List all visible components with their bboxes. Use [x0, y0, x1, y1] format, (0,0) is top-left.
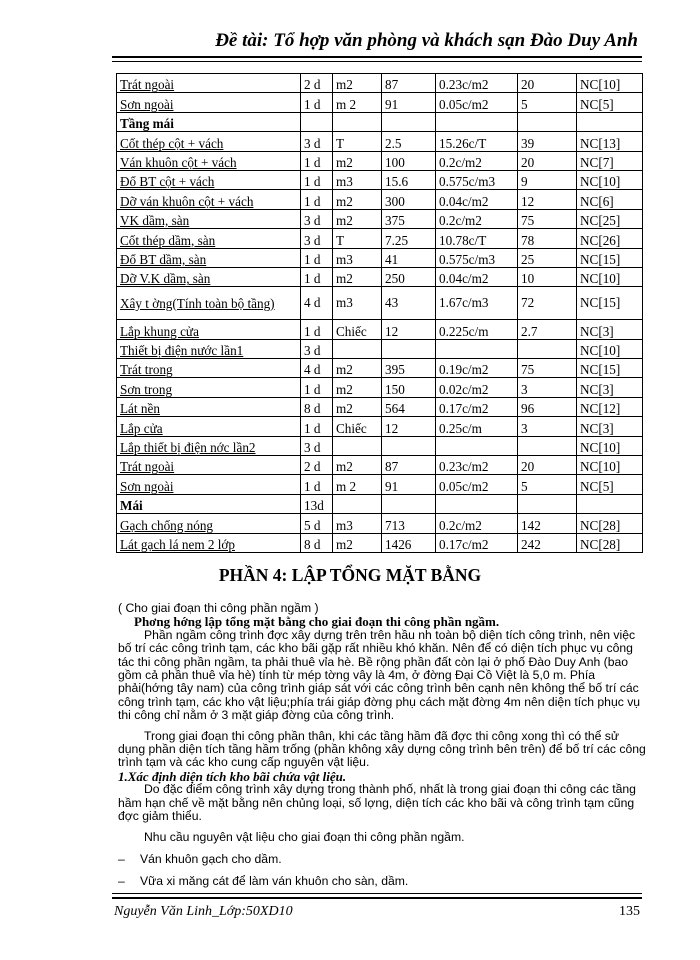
code-cell: NC[3] — [577, 320, 643, 339]
quantity-cell: 91 — [382, 93, 436, 112]
duration-cell: 3 d — [301, 132, 333, 151]
code-cell: NC[28] — [577, 514, 643, 533]
norm-cell — [436, 339, 518, 358]
duration-cell: 1 d — [301, 248, 333, 267]
quantity-cell — [382, 494, 436, 513]
workers-cell: 78 — [518, 229, 577, 248]
table-row — [117, 170, 643, 189]
task-name-cell: Sơn ngoài — [117, 93, 301, 112]
task-name-cell: Lát gạch lá nem 2 lớp — [117, 533, 301, 552]
workers-cell — [518, 436, 577, 455]
workers-cell: 72 — [518, 287, 577, 320]
table-row — [117, 112, 643, 131]
task-name-cell: Cốt thép cột + vách — [117, 132, 301, 151]
table-row — [117, 359, 643, 378]
code-cell: NC[28] — [577, 533, 643, 552]
code-cell: NC[12] — [577, 397, 643, 416]
duration-cell: 5 d — [301, 514, 333, 533]
workers-cell: 75 — [518, 359, 577, 378]
quantity-cell: 7.25 — [382, 229, 436, 248]
norm-cell: 0.23c/m2 — [436, 74, 518, 93]
code-cell: NC[7] — [577, 151, 643, 170]
code-cell: NC[15] — [577, 287, 643, 320]
quantity-cell: 395 — [382, 359, 436, 378]
duration-cell: 1 d — [301, 190, 333, 209]
bullet-text-1: Ván khuôn gạch cho dầm. — [140, 851, 282, 866]
task-name-cell: Lát nền — [117, 397, 301, 416]
table-row — [117, 494, 643, 513]
norm-cell: 0.575c/m3 — [436, 248, 518, 267]
table-row — [117, 132, 643, 151]
workers-cell: 5 — [518, 93, 577, 112]
header-rule-thin — [112, 61, 642, 62]
section-heading-1: 1.Xác định diện tích kho bãi chứa vật liệu. — [118, 768, 347, 784]
quantity-cell: 12 — [382, 417, 436, 436]
unit-cell: m2 — [333, 397, 382, 416]
table-row — [117, 248, 643, 267]
table-row — [117, 93, 643, 112]
norm-cell — [436, 494, 518, 513]
table-row — [117, 533, 643, 552]
quantity-cell — [382, 436, 436, 455]
task-name-cell: Mái — [117, 494, 301, 513]
duration-cell: 1 d — [301, 151, 333, 170]
duration-cell: 3 d — [301, 209, 333, 228]
workers-cell: 3 — [518, 378, 577, 397]
unit-cell: m2 — [333, 190, 382, 209]
unit-cell — [333, 436, 382, 455]
duration-cell: 1 d — [301, 170, 333, 189]
norm-cell: 0.25c/m — [436, 417, 518, 436]
unit-cell: m2 — [333, 151, 382, 170]
norm-cell: 1.67c/m3 — [436, 287, 518, 320]
quantity-cell: 250 — [382, 267, 436, 286]
code-cell: NC[10] — [577, 170, 643, 189]
task-name-cell: Lắp thiết bị điện nớc lần2 — [117, 436, 301, 455]
quantity-cell: 100 — [382, 151, 436, 170]
workers-cell: 12 — [518, 190, 577, 209]
norm-cell: 0.05c/m2 — [436, 93, 518, 112]
norm-cell: 0.02c/m2 — [436, 378, 518, 397]
code-cell: NC[15] — [577, 248, 643, 267]
norm-cell: 0.04c/m2 — [436, 267, 518, 286]
unit-cell: m2 — [333, 533, 382, 552]
quantity-cell: 15.6 — [382, 170, 436, 189]
duration-cell: 2 d — [301, 74, 333, 93]
workers-cell: 3 — [518, 417, 577, 436]
unit-cell — [333, 494, 382, 513]
duration-cell: 3 d — [301, 436, 333, 455]
unit-cell — [333, 339, 382, 358]
quantity-cell: 564 — [382, 397, 436, 416]
duration-cell — [301, 112, 333, 131]
quantity-cell: 12 — [382, 320, 436, 339]
bullet-item-2 — [118, 875, 646, 888]
task-name-cell: Trát trong — [117, 359, 301, 378]
code-cell: NC[5] — [577, 93, 643, 112]
task-name-cell: VK dầm, sàn — [117, 209, 301, 228]
part-title: PHẦN 4: LẬP TỔNG MẶT BẰNG — [218, 565, 482, 585]
task-name-cell: Đổ BT dầm, sàn — [117, 248, 301, 267]
duration-cell: 1 d — [301, 267, 333, 286]
workers-cell — [518, 339, 577, 358]
code-cell: NC[10] — [577, 436, 643, 455]
table-row — [117, 229, 643, 248]
norm-cell — [436, 436, 518, 455]
norm-cell: 0.17c/m2 — [436, 533, 518, 552]
code-cell: NC[3] — [577, 417, 643, 436]
duration-cell: 1 d — [301, 93, 333, 112]
footer-rule-thin — [112, 893, 642, 894]
norm-cell: 15.26c/T — [436, 132, 518, 151]
code-cell: NC[10] — [577, 339, 643, 358]
unit-cell: T — [333, 229, 382, 248]
task-name-cell: Trát ngoài — [117, 456, 301, 475]
table-row — [117, 417, 643, 436]
norm-cell: 0.04c/m2 — [436, 190, 518, 209]
unit-cell: m2 — [333, 378, 382, 397]
header-rule-thick — [112, 56, 642, 58]
unit-cell: m2 — [333, 267, 382, 286]
quantity-cell: 150 — [382, 378, 436, 397]
workers-cell: 10 — [518, 267, 577, 286]
table-row — [117, 339, 643, 358]
unit-cell: m3 — [333, 170, 382, 189]
work-schedule-table — [116, 73, 643, 553]
table-row — [117, 320, 643, 339]
unit-cell: m3 — [333, 248, 382, 267]
unit-cell: m2 — [333, 359, 382, 378]
table-row — [117, 267, 643, 286]
quantity-cell: 300 — [382, 190, 436, 209]
workers-cell: 96 — [518, 397, 577, 416]
quantity-cell — [382, 112, 436, 131]
task-name-cell: Ván khuôn cột + vách — [117, 151, 301, 170]
duration-cell: 3 d — [301, 229, 333, 248]
norm-cell — [436, 112, 518, 131]
table-row — [117, 436, 643, 455]
duration-cell: 1 d — [301, 320, 333, 339]
duration-cell: 1 d — [301, 378, 333, 397]
stage-note: ( Cho giai đoạn thi công phần ngầm ) — [118, 601, 319, 615]
dash-bullet-icon: – — [118, 851, 125, 866]
unit-cell: m2 — [333, 74, 382, 93]
duration-cell: 1 d — [301, 475, 333, 494]
code-cell: NC[10] — [577, 74, 643, 93]
workers-cell: 242 — [518, 533, 577, 552]
table-row — [117, 397, 643, 416]
workers-cell: 20 — [518, 456, 577, 475]
norm-cell: 0.05c/m2 — [436, 475, 518, 494]
footer-rule-thick — [112, 897, 642, 899]
quantity-cell: 1426 — [382, 533, 436, 552]
duration-cell: 4 d — [301, 287, 333, 320]
quantity-cell: 87 — [382, 456, 436, 475]
workers-cell: 25 — [518, 248, 577, 267]
task-name-cell: Trát ngoài — [117, 74, 301, 93]
bullet-item-1 — [118, 853, 646, 866]
norm-cell: 0.2c/m2 — [436, 514, 518, 533]
code-cell: NC[15] — [577, 359, 643, 378]
workers-cell: 142 — [518, 514, 577, 533]
table-row — [117, 514, 643, 533]
dash-bullet-icon: – — [118, 874, 125, 889]
quantity-cell: 375 — [382, 209, 436, 228]
norm-cell: 0.17c/m2 — [436, 397, 518, 416]
duration-cell: 1 d — [301, 417, 333, 436]
workers-cell — [518, 494, 577, 513]
quantity-cell — [382, 339, 436, 358]
norm-cell: 0.575c/m3 — [436, 170, 518, 189]
code-cell: NC[26] — [577, 229, 643, 248]
norm-cell: 0.19c/m2 — [436, 359, 518, 378]
code-cell: NC[10] — [577, 456, 643, 475]
workers-cell: 9 — [518, 170, 577, 189]
unit-cell: m2 — [333, 209, 382, 228]
workers-cell: 20 — [518, 151, 577, 170]
quantity-cell: 2.5 — [382, 132, 436, 151]
body-text — [118, 602, 646, 889]
site-plan-heading: Phơng hớng lập tổng mặt bằng cho giai đoạn thi công phần ngầm. — [134, 614, 500, 630]
code-cell: NC[3] — [577, 378, 643, 397]
paragraph-4: Nhu cầu nguyên vật liệu cho giai đoạn thi công phần ngầm. — [144, 829, 465, 844]
code-cell: NC[5] — [577, 475, 643, 494]
workers-cell: 39 — [518, 132, 577, 151]
duration-cell: 3 d — [301, 339, 333, 358]
code-cell: NC[6] — [577, 190, 643, 209]
bullet-text-2: Vữa xi măng cát để làm ván khuôn cho sàn, dầm. — [140, 874, 409, 889]
table-row — [117, 151, 643, 170]
norm-cell: 0.23c/m2 — [436, 456, 518, 475]
norm-cell: 0.2c/m2 — [436, 151, 518, 170]
task-name-cell: Thiết bị điện nước lần1 — [117, 339, 301, 358]
task-name-cell: Dỡ V.K dầm, sàn — [117, 267, 301, 286]
paragraph-1: Phần ngầm công trình đợc xây dựng trên trên hầu nh toàn bộ diện tích công trình, nên việc bố trí các công trình tạm, các kho bãi gặp rất nhiều khó khăn. Nên để có diện tích phục vụ công tác thi công phần ngầm, ta phải thuê vỉa hè. Bề rộng phần đất còn lại ở phố Đào Duy Anh (bao gồm cả phần thuê vỉa hè) tính từ mép tờng vây là 4m, ở đờng Đại Cồ Việt là 5,0 m. Phía phải(hớng tây nam) của công trình giáp sát với các công trình bên cạnh nên không thể bố trí các công trình tạm, các kho vật liệu;phía trái giáp đờng phụ cách mặt đờng 4m nên diện tích phục vụ thi công chỉ nằm ở 3 mặt giáp đờng của công trình. — [118, 627, 641, 723]
task-name-cell: Sơn ngoài — [117, 475, 301, 494]
table-row — [117, 287, 643, 320]
task-name-cell: Lắp khung cửa — [117, 320, 301, 339]
workers-cell: 20 — [518, 74, 577, 93]
norm-cell: 10.78c/T — [436, 229, 518, 248]
code-cell: NC[13] — [577, 132, 643, 151]
table-row — [117, 74, 643, 93]
quantity-cell: 43 — [382, 287, 436, 320]
task-name-cell: Dỡ ván khuôn cột + vách — [117, 190, 301, 209]
unit-cell: m 2 — [333, 93, 382, 112]
code-cell: NC[10] — [577, 267, 643, 286]
quantity-cell: 713 — [382, 514, 436, 533]
document-header-title: Đề tài: Tổ hợp văn phòng và khách sạn Đào Duy Anh — [215, 30, 638, 51]
workers-cell: 2.7 — [518, 320, 577, 339]
duration-cell: 8 d — [301, 533, 333, 552]
table-row — [117, 456, 643, 475]
page-number: 135 — [619, 904, 640, 919]
quantity-cell: 41 — [382, 248, 436, 267]
unit-cell: m3 — [333, 514, 382, 533]
table-row — [117, 209, 643, 228]
workers-cell — [518, 112, 577, 131]
unit-cell: Chiếc — [333, 417, 382, 436]
table-row — [117, 190, 643, 209]
code-cell — [577, 112, 643, 131]
task-name-cell: Xây t ờng(Tính toàn bộ tầng) — [117, 287, 301, 320]
table-row — [117, 378, 643, 397]
workers-cell: 75 — [518, 209, 577, 228]
duration-cell: 8 d — [301, 397, 333, 416]
norm-cell: 0.2c/m2 — [436, 209, 518, 228]
quantity-cell: 91 — [382, 475, 436, 494]
norm-cell: 0.225c/m — [436, 320, 518, 339]
unit-cell — [333, 112, 382, 131]
paragraph-2: Trong giai đoạn thi công phần thân, khi các tầng hầm đã đợc thi công xong thì có thể sử dụng phần diện tích tầng hầm trống (phần không xây dựng công trình bên trên) để bố trí các công trình tạm và các kho cung cấp nguyên vật liệu. — [118, 728, 646, 770]
work-schedule-table-body — [117, 74, 643, 553]
task-name-cell: Đổ BT cột + vách — [117, 170, 301, 189]
task-name-cell: Lắp cửa — [117, 417, 301, 436]
code-cell — [577, 494, 643, 513]
unit-cell: m2 — [333, 456, 382, 475]
task-name-cell: Tầng mái — [117, 112, 301, 131]
footer-author: Nguyễn Văn Linh_Lớp:50XD10 — [114, 904, 293, 919]
duration-cell: 4 d — [301, 359, 333, 378]
unit-cell: T — [333, 132, 382, 151]
table-row — [117, 475, 643, 494]
workers-cell: 5 — [518, 475, 577, 494]
unit-cell: Chiếc — [333, 320, 382, 339]
unit-cell: m3 — [333, 287, 382, 320]
task-name-cell: Gạch chống nóng — [117, 514, 301, 533]
paragraph-3: Do đặc điểm công trình xây dựng trong thành phố, nhất là trong giai đoạn thi công các tầng hầm hạn chế về mặt bằng nên chủng loại, số lợng, diện tích các kho bãi và công trình tạm cũng đợc giảm thiểu. — [118, 782, 636, 824]
task-name-cell: Sơn trong — [117, 378, 301, 397]
task-name-cell: Cốt thép dầm, sàn — [117, 229, 301, 248]
code-cell: NC[25] — [577, 209, 643, 228]
duration-cell: 2 d — [301, 456, 333, 475]
unit-cell: m 2 — [333, 475, 382, 494]
quantity-cell: 87 — [382, 74, 436, 93]
duration-cell: 13d — [301, 494, 333, 513]
